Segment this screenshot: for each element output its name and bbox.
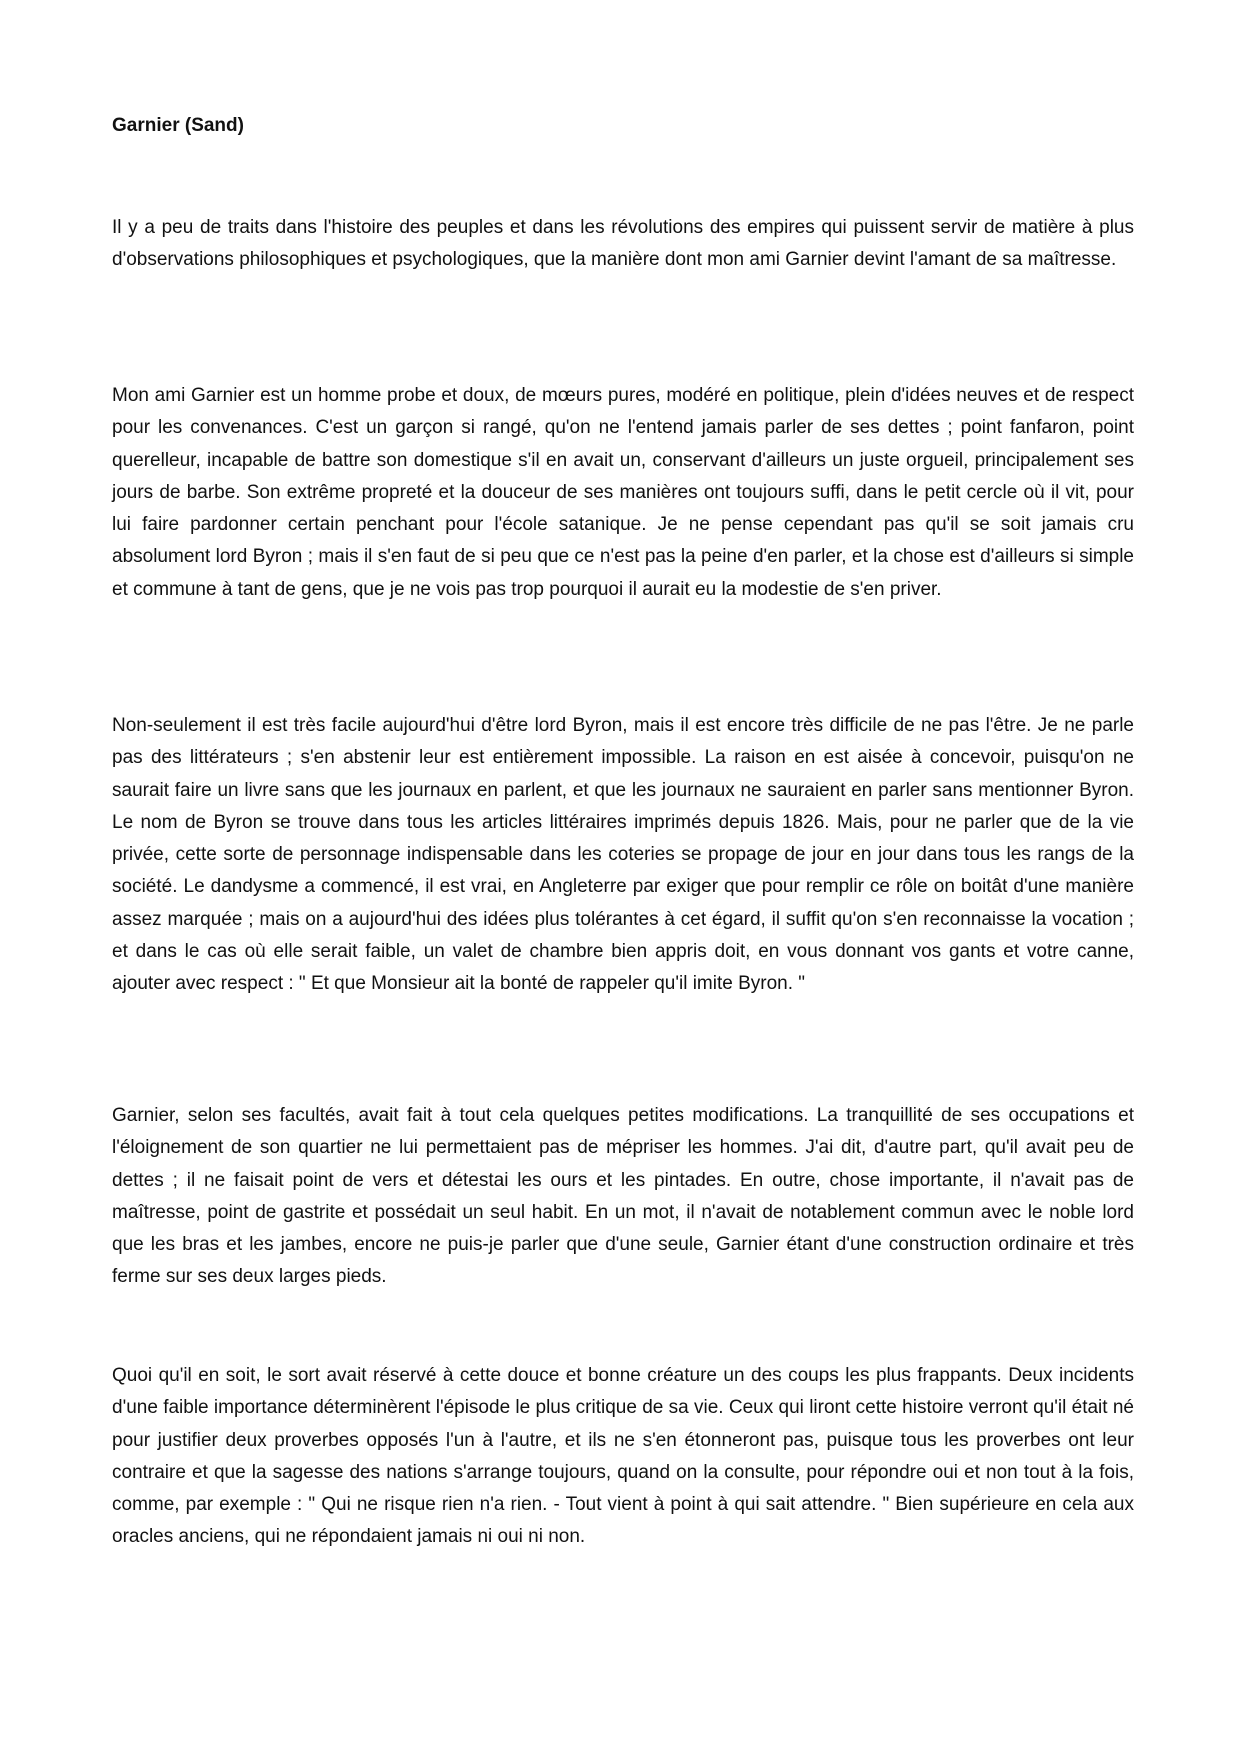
paragraph-2: Mon ami Garnier est un homme probe et doux, de mœurs pures, modéré en politique, plein d'idées neuves et de respect pour les convenances. C'est un garçon si rangé, qu'on ne l'entend jamais parler de ses dettes ; point fanfaron, point querelleur, incapable de battre son domestique s'il en avait un, conservant d'ailleurs un juste orgueil, principalement ses jours de barbe. Son extrême propreté et la douceur de ses manières ont toujours suffi, dans le petit cercle où il vit, pour lui faire pardonner certain penchant pour l'école satanique. Je ne pense cependant pas qu'il se soit jamais cru absolument lord Byron ; mais il s'en faut de si peu que ce n'est pas la peine d'en parler, et la chose est d'ailleurs si simple et commune à tant de gens, que je ne vois pas trop pourquoi il aurait eu la modestie de s'en priver. [112, 385, 1134, 600]
paragraph-1: Il y a peu de traits dans l'histoire des peuples et dans les révolutions des empires qui puissent servir de matière à plus d'observations philosophiques et psychologiques, que la manière dont mon ami Garnier devint l'amant de sa maîtresse. [112, 217, 1134, 271]
document-title: Garnier (Sand) [112, 115, 244, 136]
paragraph-4: Garnier, selon ses facultés, avait fait à tout cela quelques petites modifications. La tranquillité de ses occupations et l'éloignement de son quartier ne lui permettaient pas de mépriser les hommes. J'ai dit, d'autre part, qu'il avait peu de dettes ; il ne faisait point de vers et détestai les ours et les pintades. En outre, chose importante, il n'avait pas de maîtresse, point de gastrite et possédait un seul habit. En un mot, il n'avait de notablement commun avec le noble lord que les bras et les jambes, encore ne puis-je parler que d'une seule, Garnier étant d'une construction ordinaire et très ferme sur ses deux larges pieds. [112, 1105, 1134, 1288]
paragraph-5: Quoi qu'il en soit, le sort avait réservé à cette douce et bonne créature un des coups les plus frappants. Deux incidents d'une faible importance déterminèrent l'épisode le plus critique de sa vie. Ceux qui liront cette histoire verront qu'il était né pour justifier deux proverbes opposés l'un à l'autre, et ils ne s'en étonneront pas, puisque tous les proverbes ont leur contraire et que la sagesse des nations s'arrange toujours, quand on la consulte, pour répondre oui et non tout à la fois, comme, par exemple : " Qui ne risque rien n'a rien. - Tout vient à point à qui sait attendre. " Bien supérieure en cela aux oracles anciens, qui ne répondaient jamais ni oui ni non. [112, 1365, 1134, 1548]
paragraph-3: Non-seulement il est très facile aujourd'hui d'être lord Byron, mais il est encore très difficile de ne pas l'être. Je ne parle pas des littérateurs ; s'en abstenir leur est entièrement impossible. La raison en est aisée à concevoir, puisqu'on ne saurait faire un livre sans que les journaux en parlent, et que les journaux ne sauraient en parler sans mentionner Byron. Le nom de Byron se trouve dans tous les articles littéraires imprimés depuis 1826. Mais, pour ne parler que de la vie privée, cette sorte de personnage indispensable dans les coteries se propage de jour en jour dans tous les rangs de la société. Le dandysme a commencé, il est vrai, en Angleterre par exiger que pour remplir ce rôle on boitât d'une manière assez marquée ; mais on a aujourd'hui des idées plus tolérantes à cet égard, il suffit qu'on s'en reconnaisse la vocation ; et dans le cas où elle serait faible, un valet de chambre bien appris doit, en vous donnant vos gants et votre canne, ajouter avec respect : " Et que Monsieur ait la bonté de rappeler qu'il imite Byron. " [112, 715, 1134, 995]
